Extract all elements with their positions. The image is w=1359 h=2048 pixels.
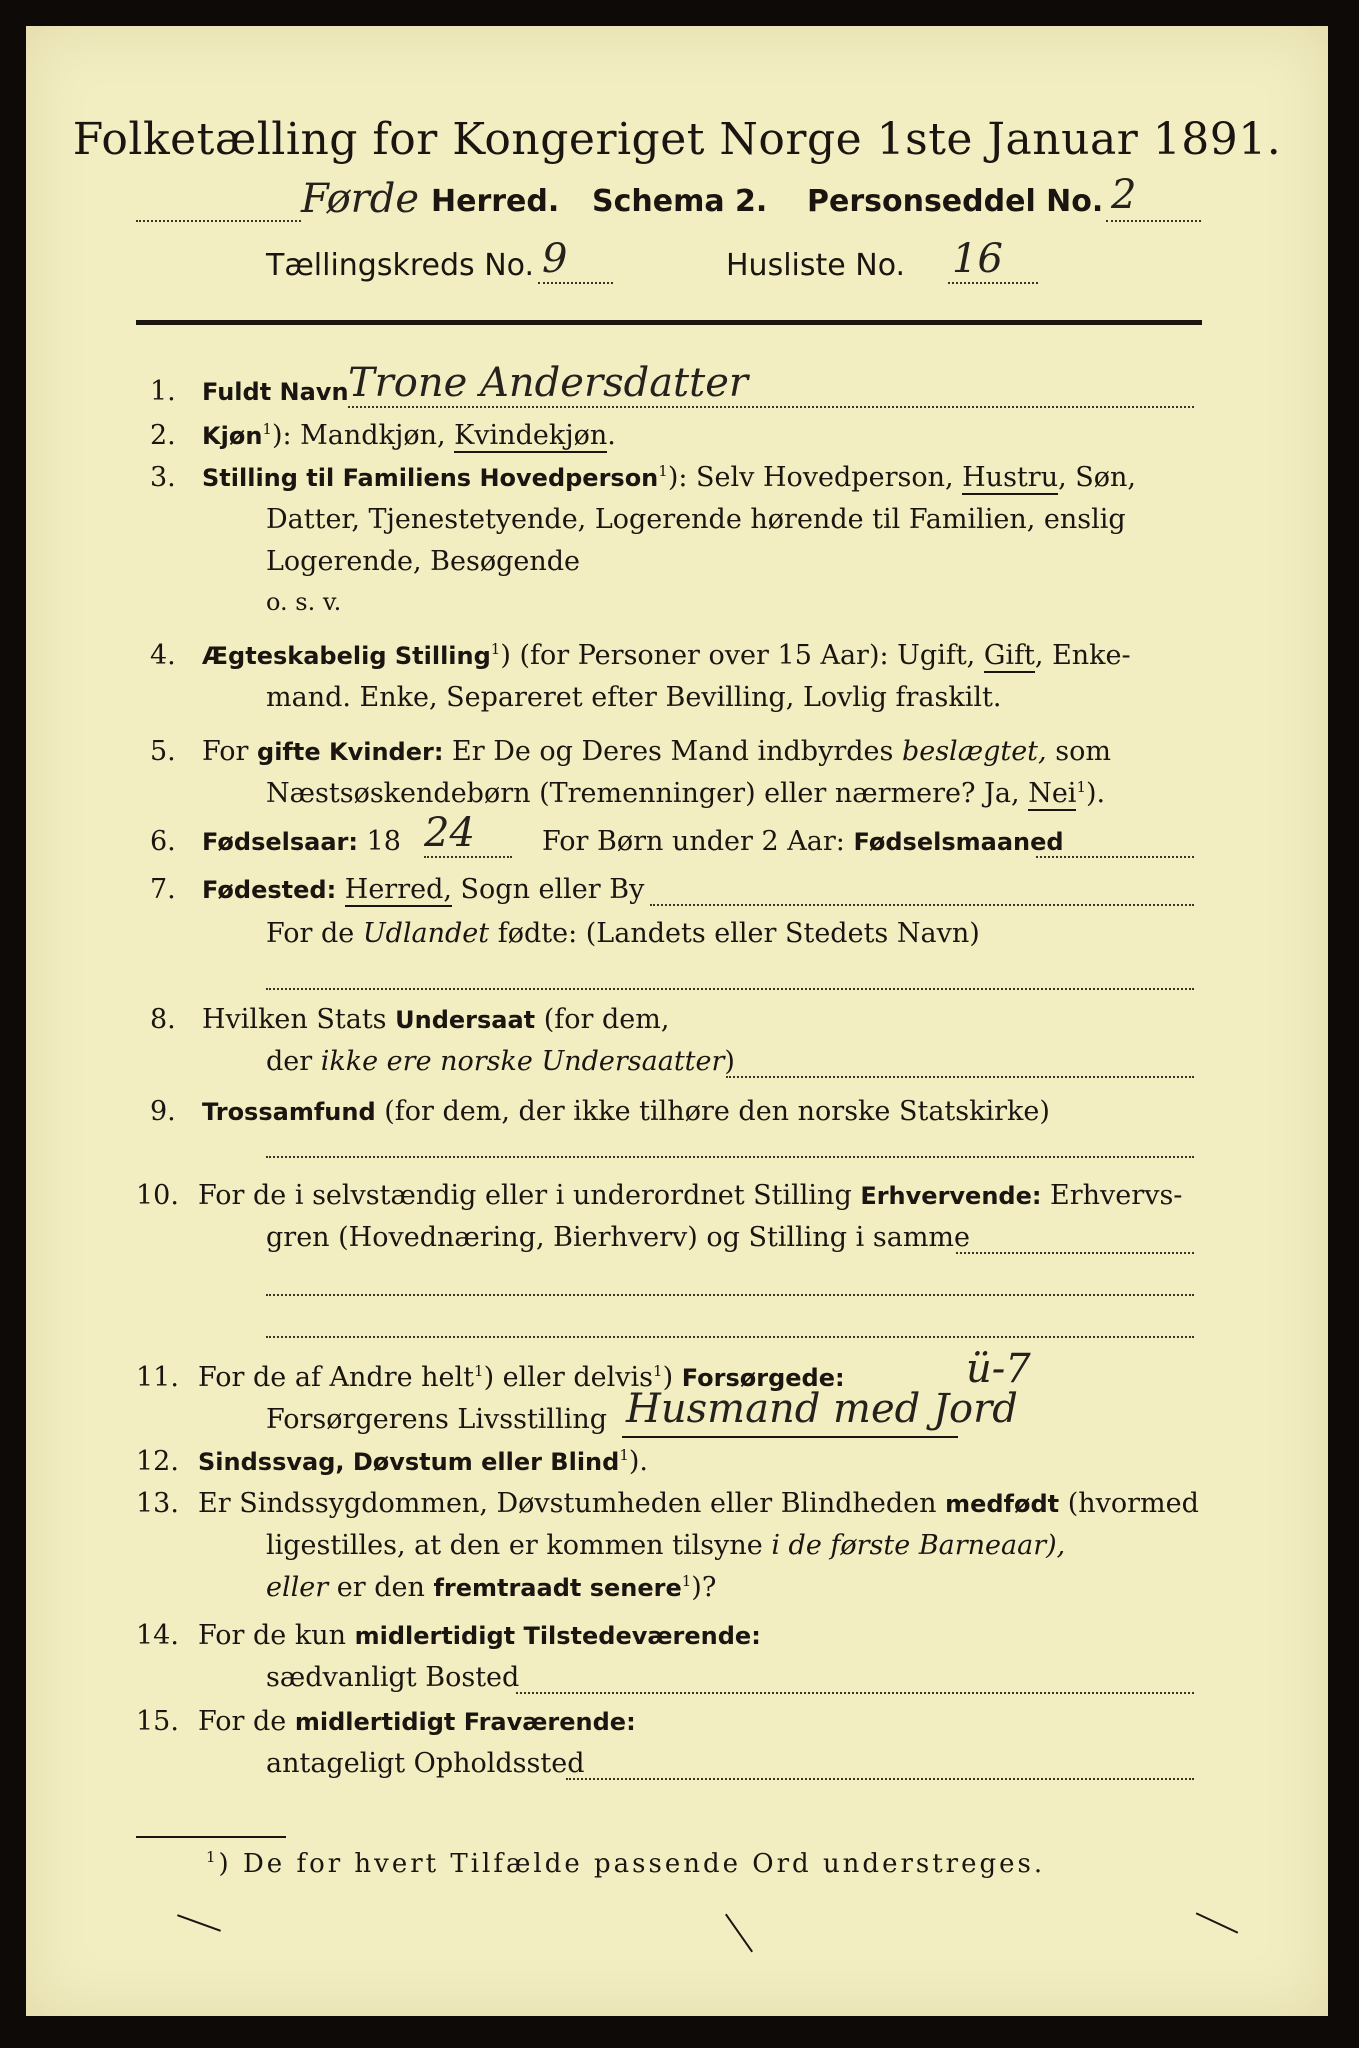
item-2-underlined: Kvindekjøn xyxy=(454,420,608,451)
item-1-value: Trone Andersdatter xyxy=(348,360,748,406)
item-4-underlined: Gift xyxy=(983,640,1035,671)
personseddel-label: Personseddel No. xyxy=(807,184,1104,219)
item-7-italic: Udlandet xyxy=(362,918,490,949)
item-11-underline xyxy=(622,1436,958,1438)
item-2-label: Kjøn xyxy=(202,422,263,450)
item-8-label: Undersaat xyxy=(395,1006,536,1034)
item-12-sup: 1 xyxy=(619,1446,629,1464)
footnote xyxy=(206,1848,1045,1879)
item-2-number: 2. xyxy=(150,420,176,451)
item-6-line-2 xyxy=(542,826,1064,857)
item-5-line-2-b: ). xyxy=(1085,778,1106,809)
item-7-line-2-a: For de xyxy=(266,918,363,949)
item-13-sup: 1 xyxy=(681,1572,692,1590)
item-6-value: 24 xyxy=(424,810,475,856)
item-8-italic: ikke ere norske Undersaatter xyxy=(320,1046,725,1077)
item-5-italic: beslægtet, xyxy=(901,736,1047,767)
item-10-number: 10. xyxy=(136,1180,179,1211)
item-7-underlined: Herred, xyxy=(344,874,452,905)
item-11-text-c: ) xyxy=(662,1362,682,1393)
form-title: Folketælling for Kongeriget Norge 1ste Januar 1891. xyxy=(72,114,1282,165)
item-8-text-b: (for dem, xyxy=(535,1004,670,1035)
item-10-text-a: For de i selvstændig eller i underordnet Stilling xyxy=(198,1180,861,1211)
item-5-label: gifte Kvinder: xyxy=(257,738,444,766)
item-2-text-b: . xyxy=(607,420,616,451)
item-7-line-2 xyxy=(266,918,980,949)
item-4-line-2: mand. Enke, Separeret efter Bevilling, Lovlig fraskilt. xyxy=(266,682,1002,713)
item-15-dots xyxy=(566,1778,1194,1780)
item-7-label: Fødested: xyxy=(202,876,337,904)
item-6-text-a: 18 xyxy=(358,826,401,857)
item-13-text-b: (hvormed xyxy=(1059,1488,1199,1519)
item-11-number: 11. xyxy=(136,1362,179,1393)
personseddel-dots xyxy=(1106,220,1201,222)
item-10-text-b: Erhvervs- xyxy=(1041,1180,1183,1211)
item-2-sup: 1 xyxy=(262,420,272,438)
item-13-label-2: fremtraadt senere xyxy=(433,1574,682,1602)
footnote-rule xyxy=(136,1836,286,1838)
item-5-text-b: Er De og Deres Mand indbyrdes xyxy=(443,736,902,767)
item-3-text-a: ): Selv Hovedperson, xyxy=(667,462,963,493)
kreds-dots xyxy=(538,282,613,284)
item-6-label-2: Fødselsmaaned xyxy=(853,828,1064,856)
item-8-line-2 xyxy=(266,1046,735,1077)
item-5-line-2-a: Næstsøskendebørn (Tremenninger) eller nærmere? Ja, xyxy=(266,778,1029,809)
item-3-line-1 xyxy=(202,462,1136,493)
item-8-dots xyxy=(726,1076,1194,1078)
item-4-number: 4. xyxy=(150,640,176,671)
item-1-number: 1. xyxy=(150,376,176,407)
item-15-label: midlertidigt Fraværende: xyxy=(294,1708,636,1736)
item-7-text-b: Sogn eller By xyxy=(451,874,645,905)
item-14-number: 14. xyxy=(136,1620,179,1651)
header-rule xyxy=(136,320,1202,325)
item-10-line-2: gren (Hovednæring, Bierhverv) og Stilling i samme xyxy=(266,1222,971,1253)
item-13-italic: i de første Barneaar), xyxy=(771,1530,1066,1561)
item-5-text-c: som xyxy=(1046,736,1111,767)
item-5-sup: 1 xyxy=(1076,778,1086,796)
item-6-text-b: For Børn under 2 Aar: xyxy=(542,826,854,857)
item-3-line-2: Datter, Tjenestetyende, Logerende hørende til Familien, enslig xyxy=(266,504,1126,535)
item-1-label: Fuldt Navn xyxy=(202,378,349,406)
item-4-line-1 xyxy=(202,640,1131,671)
item-5-underlined: Nei xyxy=(1028,778,1077,809)
item-11-value-b: Husmand med Jord xyxy=(626,1386,1018,1432)
item-11-sup-2: 1 xyxy=(653,1362,663,1380)
item-7-line-2-b: fødte: (Landets eller Stedets Navn) xyxy=(489,918,980,949)
item-13-line-3 xyxy=(266,1572,716,1603)
item-13-label: medfødt xyxy=(945,1490,1060,1518)
item-11-text-a: For de af Andre helt xyxy=(198,1362,475,1393)
item-9-dots xyxy=(266,1156,1194,1158)
item-5-number: 5. xyxy=(150,736,176,767)
item-13-line-1 xyxy=(198,1488,1199,1519)
item-11-line-2: Forsørgerens Livsstilling xyxy=(266,1404,608,1435)
census-form xyxy=(26,26,1328,2016)
item-12-line-1 xyxy=(198,1446,648,1477)
item-10-dots-3 xyxy=(266,1336,1194,1338)
item-10-line-1 xyxy=(198,1180,1182,1211)
item-4-label: Ægteskabelig Stilling xyxy=(202,642,491,670)
kreds-value: 9 xyxy=(542,236,568,282)
item-7-dots xyxy=(650,904,1194,906)
item-12-number: 12. xyxy=(136,1446,179,1477)
kreds-label: Tællingskreds No. xyxy=(266,248,534,283)
item-3-text-b: , Søn, xyxy=(1058,462,1136,493)
item-5-text-a: For xyxy=(202,736,258,767)
item-2-text xyxy=(202,420,616,451)
item-15-line-1 xyxy=(198,1706,636,1737)
corner-mark-center xyxy=(725,1914,753,1953)
item-6-label: Fødselsaar: xyxy=(202,828,358,856)
item-3-label: Stilling til Familiens Hovedperson xyxy=(202,464,659,492)
item-5-line-1 xyxy=(202,736,1111,767)
item-6-month-dots xyxy=(1036,856,1194,858)
item-4-text-b: , Enke- xyxy=(1034,640,1131,671)
corner-mark-right xyxy=(1196,1912,1239,1933)
item-4-sup: 1 xyxy=(490,640,501,658)
item-3-number: 3. xyxy=(150,462,176,493)
item-3-line-4: o. s. v. xyxy=(266,588,342,616)
item-8-line-2-b: ) xyxy=(724,1046,735,1077)
item-2-text-a: ): Mandkjøn, xyxy=(271,420,455,451)
footnote-sup: 1 xyxy=(206,1848,219,1866)
item-15-text-a: For de xyxy=(198,1706,295,1737)
item-15-line-2: antageligt Opholdssted xyxy=(266,1748,585,1779)
item-13-line-2-a: ligestilles, at den er kommen tilsyne xyxy=(266,1530,772,1561)
item-15-number: 15. xyxy=(136,1706,179,1737)
item-1-dots xyxy=(348,406,1194,408)
item-9-line-1 xyxy=(202,1096,1050,1127)
item-13-line-3-italic: eller xyxy=(266,1572,329,1603)
item-9-text-b: (for dem, der ikke tilhøre den norske Statskirke) xyxy=(375,1096,1050,1127)
item-8-line-1 xyxy=(202,1004,669,1035)
herred-value: Førde xyxy=(301,176,420,222)
item-14-dots xyxy=(516,1692,1194,1694)
husliste-value: 16 xyxy=(952,236,1003,282)
item-14-label: midlertidigt Tilstedeværende: xyxy=(354,1622,761,1650)
item-13-line-2 xyxy=(266,1530,1065,1561)
item-14-line-2: sædvanligt Bosted xyxy=(266,1662,520,1693)
item-13-line-3-b: )? xyxy=(691,1572,717,1603)
item-13-number: 13. xyxy=(136,1488,179,1519)
schema-label: Schema 2. xyxy=(592,184,768,219)
item-11-text-b: ) eller delvis xyxy=(483,1362,654,1393)
personseddel-value: 2 xyxy=(1111,172,1137,218)
item-10-dots-2 xyxy=(266,1294,1194,1296)
item-7-line-1 xyxy=(202,874,644,905)
item-6-year-dots xyxy=(424,856,512,858)
item-6-number: 6. xyxy=(150,826,176,857)
husliste-label: Husliste No. xyxy=(726,248,906,283)
herred-label: Herred. xyxy=(431,184,560,219)
item-5-line-2 xyxy=(266,778,1105,809)
item-11-value-a: ü-7 xyxy=(966,1346,1031,1392)
item-11-sup-1: 1 xyxy=(474,1362,484,1380)
item-10-dots-1 xyxy=(956,1252,1194,1254)
footnote-text: ) De for hvert Tilfælde passende Ord understreges. xyxy=(218,1849,1046,1879)
item-3-line-3: Logerende, Besøgende xyxy=(266,546,580,577)
item-13-text-a: Er Sindssygdommen, Døvstumheden eller Blindheden xyxy=(198,1488,946,1519)
item-3-sup: 1 xyxy=(658,462,668,480)
item-8-line-2-a: der xyxy=(266,1046,321,1077)
item-6-line-1 xyxy=(202,826,401,857)
item-13-line-3-a: er den xyxy=(328,1572,434,1603)
corner-mark-left xyxy=(177,1914,221,1932)
item-7-dots-2 xyxy=(266,988,1194,990)
item-12-text-b: ). xyxy=(628,1446,648,1477)
herred-dots xyxy=(136,220,301,222)
item-4-text-a: ) (for Personer over 15 Aar): Ugift, xyxy=(500,640,984,671)
item-8-text-a: Hvilken Stats xyxy=(202,1004,396,1035)
item-8-number: 8. xyxy=(150,1004,176,1035)
item-14-text-a: For de kun xyxy=(198,1620,355,1651)
item-11-label: Forsørgede: xyxy=(681,1364,845,1392)
item-12-label: Sindssvag, Døvstum eller Blind xyxy=(198,1448,620,1476)
item-7-number: 7. xyxy=(150,874,176,905)
husliste-dots xyxy=(948,282,1038,284)
item-9-number: 9. xyxy=(150,1096,176,1127)
item-14-line-1 xyxy=(198,1620,761,1651)
item-3-underlined: Hustru xyxy=(962,462,1059,493)
item-9-label: Trossamfund xyxy=(202,1098,376,1126)
item-10-label: Erhvervende: xyxy=(860,1182,1042,1210)
